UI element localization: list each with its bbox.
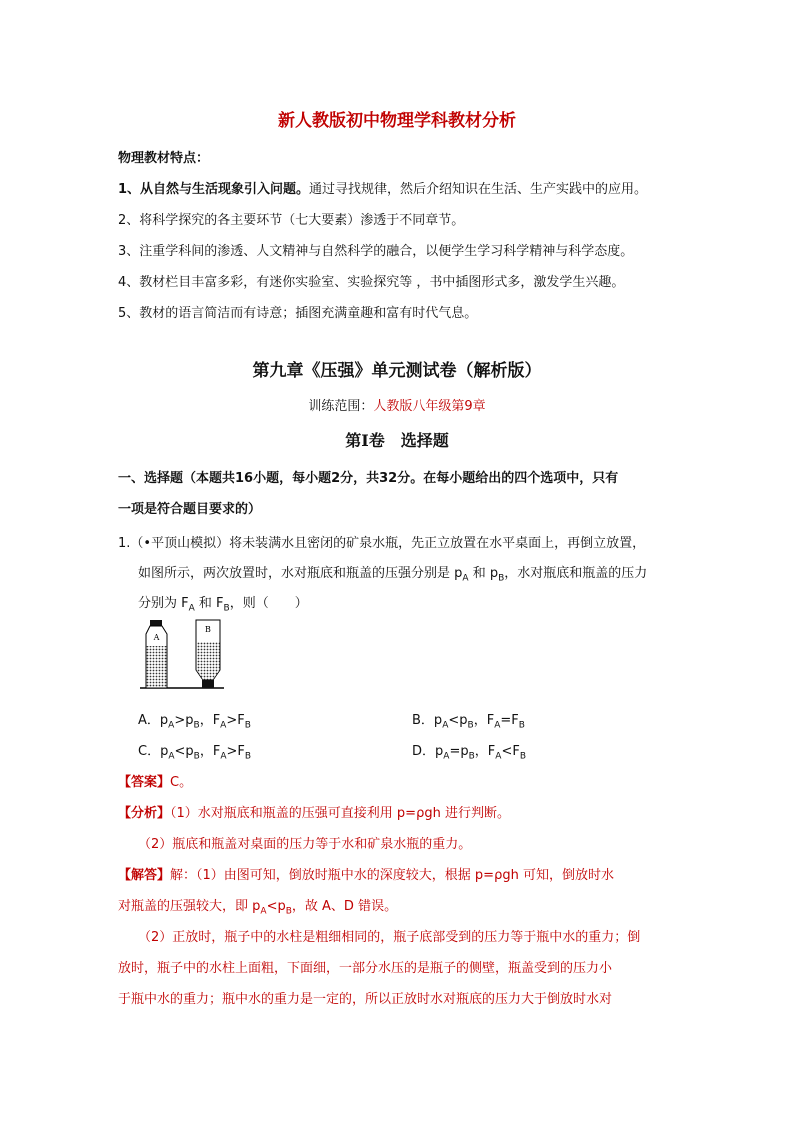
answer-tag: 【答案】 <box>118 775 171 790</box>
bottle-figure <box>140 618 270 694</box>
sub: B <box>468 751 475 762</box>
question-line1: 1.（•平顶山模拟）将未装满水且密闭的矿泉水瓶，先正立放置在水平桌面上，再倒立放置， <box>118 536 646 551</box>
feature-item-2: 2、将科学探究的各主要环节（七大要素）渗透于不同章节。 <box>118 213 465 228</box>
solution-text: 对瓶盖的压强较大，即 p <box>118 899 261 914</box>
feature-item-3: 3、注重学科间的渗透、人文精神与自然科学的融合，以便学生学习科学精神与科学态度。 <box>118 244 634 259</box>
option-a <box>138 709 251 731</box>
sym: <p <box>448 713 468 728</box>
option-d <box>412 740 526 762</box>
answer-text: C。 <box>170 775 193 790</box>
analysis-line2: （2）瓶底和瓶盖对桌面的压力等于水和矿泉水瓶的重力。 <box>138 837 472 852</box>
sym: =F <box>500 713 519 728</box>
sub-a: A <box>462 573 469 584</box>
feature-item-1-rest: 通过寻找规律，然后介绍知识在生活、生产实践中的应用。 <box>309 182 648 197</box>
q-text: ，水对瓶底和瓶盖的压力 <box>504 566 648 581</box>
chapter-title: 第九章《压强》单元测试卷（解析版） <box>252 361 542 381</box>
sym: >F <box>226 744 245 759</box>
bottle-cap-a <box>150 620 162 626</box>
features-heading: 物理教材特点： <box>118 151 210 166</box>
feature-item-1-bold: 1、从自然与生活现象引入问题。 <box>118 182 310 197</box>
solution-line1 <box>118 864 614 883</box>
option-label: C． <box>138 744 161 759</box>
analysis-line1 <box>118 802 510 821</box>
solution-line5: 于瓶中水的重力；瓶中水的重力是一定的，所以正放时水对瓶底的压力大于倒放时水对 <box>118 992 613 1007</box>
solution-text: ，故 A、D 错误。 <box>291 899 398 914</box>
sub: A <box>495 751 502 762</box>
sub-a: A <box>260 906 267 917</box>
sym: p <box>160 744 169 759</box>
doc-title: 新人教版初中物理学科教材分析 <box>278 111 516 131</box>
solution-line3: （2）正放时，瓶子中的水柱是粗细相同的，瓶子底部受到的压力等于瓶中水的重力；倒 <box>138 930 641 945</box>
option-label: D． <box>412 744 436 759</box>
sub-a: A <box>188 603 195 614</box>
sub: A <box>443 751 450 762</box>
solution-text: <p <box>266 899 286 914</box>
option-c <box>138 740 251 762</box>
q-text: ，则（ ） <box>229 596 308 611</box>
sym: <F <box>501 744 520 759</box>
sub: B <box>518 720 525 731</box>
sub: B <box>519 751 527 762</box>
training-range-value: 人教版八年级第9章 <box>373 399 486 414</box>
question-line3 <box>138 592 308 614</box>
sym: p <box>435 744 444 759</box>
sym: >F <box>226 713 245 728</box>
sub: B <box>193 720 200 731</box>
q-text: 如图所示，两次放置时，水对瓶底和瓶盖的压强分别是 p <box>138 566 463 581</box>
figure-label-b: B <box>205 625 211 634</box>
feature-item-5: 5、教材的语言简洁而有诗意；插图充满童趣和富有时代气息。 <box>118 306 478 321</box>
option-label: B． <box>412 713 434 728</box>
option-b <box>412 709 525 731</box>
sub: A <box>442 720 449 731</box>
answer-line <box>118 771 192 790</box>
sym: p <box>159 713 169 728</box>
q-text: 分别为 F <box>138 596 189 611</box>
training-range <box>0 395 794 414</box>
q-text: 和 p <box>468 566 499 581</box>
sub: A <box>168 751 175 762</box>
option-label: A． <box>138 713 160 728</box>
sub: B <box>244 751 252 762</box>
sub: B <box>193 751 200 762</box>
feature-item-4: 4、教材栏目丰富多彩，有迷你实验室、实验探究等 ，书中插图形式多，激发学生兴趣。 <box>118 275 625 290</box>
analysis-text: （1）水对瓶底和瓶盖的压强可直接利用 p=ρgh 进行判断。 <box>170 806 510 821</box>
sym: ，F <box>199 713 221 728</box>
section-heading-line2: 一项是符合题目要求的） <box>118 502 262 517</box>
bottle-inverted <box>196 620 220 688</box>
sym: ，F <box>474 744 496 759</box>
figure-label-a: A <box>153 633 160 642</box>
analysis-tag: 【分析】 <box>118 806 171 821</box>
sym: <p <box>174 744 194 759</box>
section-heading-line1: 一、选择题（本题共16小题，每小题2分，共32分。在每小题给出的四个选项中，只有 <box>118 471 619 486</box>
question-line2 <box>138 562 647 584</box>
sub-b: B <box>498 573 505 584</box>
water-a <box>147 646 167 688</box>
volume-title: 第Ⅰ卷 选择题 <box>345 431 449 450</box>
training-range-label: 训练范围： <box>308 399 374 414</box>
sub-b: B <box>285 906 292 917</box>
sym: >p <box>174 713 194 728</box>
sym: p <box>433 713 443 728</box>
sub: B <box>244 720 251 731</box>
sub: A <box>220 751 227 762</box>
solution-tag: 【解答】 <box>118 868 171 883</box>
q-text: 和 F <box>194 596 224 611</box>
sub: A <box>220 720 227 731</box>
sub-b: B <box>223 603 230 614</box>
sub: A <box>494 720 501 731</box>
water-b <box>197 642 220 680</box>
feature-item-1 <box>118 178 647 197</box>
sub: A <box>168 720 175 731</box>
bottle-cap-b <box>202 680 214 688</box>
bottle-upright <box>146 620 167 688</box>
solution-text: 解：（1）由图可知，倒放时瓶中水的深度较大，根据 p=ρgh 可知，倒放时水 <box>170 868 614 883</box>
sym: =p <box>449 744 469 759</box>
sym: ，F <box>199 744 221 759</box>
sym: ，F <box>473 713 495 728</box>
solution-line2 <box>118 895 397 917</box>
solution-line4: 放时，瓶子中的水柱上面粗，下面细，一部分水压的是瓶子的侧壁，瓶盖受到的压力小 <box>118 961 613 976</box>
sub: B <box>467 720 474 731</box>
